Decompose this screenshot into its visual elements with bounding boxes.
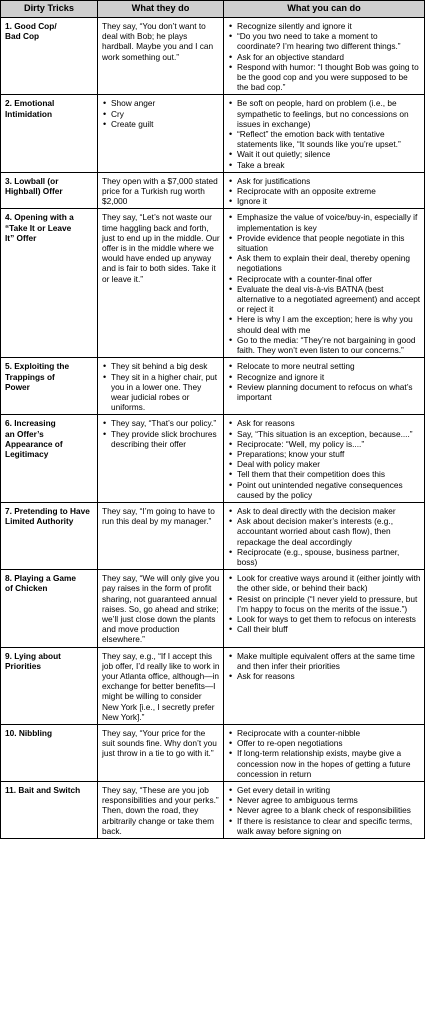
list-item: • Respond with humor: “I thought Bob was going to be the good cop and you were supposed to be the bad cop.” xyxy=(228,62,421,93)
list-item: • Reciprocate (e.g., spouse, business partner, boss) xyxy=(228,547,421,567)
dirty-trick-name: 1. Good Cop/ Bad Cop xyxy=(1,18,98,95)
list-item: • Emphasize the value of voice/buy-in, especially if implementation is key xyxy=(228,212,421,232)
what-they-do-cell: They say, “Let’s not waste our time haggling back and forth, just to end up in the middle. Our offer is in the middle where we would have ended up anyway and is fair to both sides. Take it or leave it.” xyxy=(98,209,224,358)
list-item: • Create guilt xyxy=(102,119,220,129)
table-row xyxy=(1,358,425,415)
header-dirty-tricks: Dirty Tricks xyxy=(1,1,98,18)
dirty-trick-name: 2. Emotional Intimidation xyxy=(1,95,98,172)
what-they-do-cell: They say, e.g., “If I accept this job offer, I’d really like to work in your Atlanta office, although—in exchange for better benefits—I might be willing to consider New York [i.e., I secretly prefer New York].” xyxy=(98,647,224,724)
what-they-do-cell: They say, “Your price for the suit sounds fine. Why don’t you just throw in a tie to go with it.” xyxy=(98,725,224,782)
list-item: • Ask to deal directly with the decision maker xyxy=(228,506,421,516)
what-you-can-do-list xyxy=(228,98,421,169)
table-row xyxy=(1,725,425,782)
what-they-do-cell: They open with a $7,000 stated price for a Turkish rug worth $2,000 xyxy=(98,172,224,209)
list-item: • Deal with policy maker xyxy=(228,459,421,469)
what-you-can-do-cell xyxy=(224,172,425,209)
list-item: • Recognize silently and ignore it xyxy=(228,21,421,31)
list-item: • They provide slick brochures describing their offer xyxy=(102,429,220,449)
what-you-can-do-list xyxy=(228,21,421,92)
list-item: • Wait it out quietly; silence xyxy=(228,149,421,159)
list-item: • Get every detail in writing xyxy=(228,785,421,795)
table-row xyxy=(1,570,425,647)
what-you-can-do-cell xyxy=(224,502,425,569)
what-you-can-do-cell xyxy=(224,782,425,839)
list-item: • Relocate to more neutral setting xyxy=(228,361,421,371)
list-item: • Ask for an objective standard xyxy=(228,52,421,62)
what-you-can-do-list xyxy=(228,361,421,402)
table-row xyxy=(1,647,425,724)
what-you-can-do-list xyxy=(228,506,421,567)
list-item: • If there is resistance to clear and specific terms, walk away before signing on xyxy=(228,816,421,836)
table-row xyxy=(1,172,425,209)
what-you-can-do-list xyxy=(228,728,421,779)
dirty-trick-name: 8. Playing a Game of Chicken xyxy=(1,570,98,647)
what-they-do-list xyxy=(102,98,220,129)
what-you-can-do-cell xyxy=(224,725,425,782)
dirty-trick-name: 6. Increasing an Offer’s Appearance of Legitimacy xyxy=(1,415,98,503)
list-item: • They sit in a higher chair, put you in a lower one. They wear judicial robes or uniforms. xyxy=(102,372,220,413)
list-item: • Point out unintended negative consequences caused by the policy xyxy=(228,480,421,500)
list-item: • “Do you two need to take a moment to coordinate? I’m hearing two different things.” xyxy=(228,31,421,51)
list-item: • Look for creative ways around it (either jointly with the other side, or behind their back) xyxy=(228,573,421,593)
list-item: • They sit behind a big desk xyxy=(102,361,220,371)
table-row xyxy=(1,415,425,503)
list-item: • Never agree to a blank check of responsibilities xyxy=(228,805,421,815)
list-item: • Call their bluff xyxy=(228,624,421,634)
what-they-do-cell: They say, “These are you job responsibilities and your perks.” Then, down the road, they arbitrarily change or take them back. xyxy=(98,782,224,839)
list-item: • Show anger xyxy=(102,98,220,108)
what-you-can-do-cell xyxy=(224,647,425,724)
list-item: • Cry xyxy=(102,109,220,119)
list-item: • Be soft on people, hard on problem (i.e., be sympathetic to feelings, but no concessions on issues in exchange) xyxy=(228,98,421,129)
what-you-can-do-cell xyxy=(224,358,425,415)
list-item: • Make multiple equivalent offers at the same time and then infer their priorities xyxy=(228,651,421,671)
list-item: • Ask for reasons xyxy=(228,671,421,681)
what-they-do-cell: They say, “You don’t want to deal with Bob; he plays hardball. Maybe you and I can work something out.” xyxy=(98,18,224,95)
what-they-do-cell xyxy=(98,95,224,172)
list-item: • Say, “This situation is an exception, because....” xyxy=(228,429,421,439)
list-item: • Preparations; know your stuff xyxy=(228,449,421,459)
what-you-can-do-cell xyxy=(224,415,425,503)
table-row xyxy=(1,782,425,839)
list-item: • Never agree to ambiguous terms xyxy=(228,795,421,805)
list-item: • Reciprocate with an opposite extreme xyxy=(228,186,421,196)
what-they-do-cell xyxy=(98,358,224,415)
dirty-trick-name: 9. Lying about Priorities xyxy=(1,647,98,724)
list-item: • Go to the media: “They’re not bargaining in good faith. They won’t even listen to our concerns.” xyxy=(228,335,421,355)
list-item: • Here is why I am the exception; here is why you should deal with me xyxy=(228,314,421,334)
table-row xyxy=(1,209,425,358)
what-you-can-do-list xyxy=(228,212,421,355)
list-item: • Tell them that their competition does this xyxy=(228,469,421,479)
header-what-they-do: What they do xyxy=(98,1,224,18)
dirty-trick-name: 7. Pretending to Have Limited Authority xyxy=(1,502,98,569)
list-item: • Look for ways to get them to refocus on interests xyxy=(228,614,421,624)
list-item: • Ask about decision maker’s interests (e.g., accountant worried about cash flow), then repackage the deal accordingly xyxy=(228,516,421,547)
what-you-can-do-list xyxy=(228,651,421,682)
what-they-do-cell xyxy=(98,415,224,503)
table-row xyxy=(1,95,425,172)
list-item: • Reciprocate with a counter-nibble xyxy=(228,728,421,738)
what-you-can-do-list xyxy=(228,573,421,634)
list-item: • If long-term relationship exists, maybe give a concession now in the hopes of getting a future concession in return xyxy=(228,748,421,779)
what-you-can-do-cell xyxy=(224,570,425,647)
dirty-trick-name: 10. Nibbling xyxy=(1,725,98,782)
list-item: • Resist on principle (“I never yield to pressure, but I’m happy to focus on the merits of the issue.”) xyxy=(228,594,421,614)
what-you-can-do-list xyxy=(228,176,421,207)
dirty-trick-name: 11. Bait and Switch xyxy=(1,782,98,839)
list-item: • “Reflect” the emotion back with tentative statements like, “It sounds like you’re upset.” xyxy=(228,129,421,149)
what-you-can-do-cell xyxy=(224,209,425,358)
what-they-do-list xyxy=(102,418,220,449)
list-item: • Ask for justifications xyxy=(228,176,421,186)
list-item: • They say, “That’s our policy.” xyxy=(102,418,220,428)
list-item: • Ask them to explain their deal, thereby opening negotiations xyxy=(228,253,421,273)
what-you-can-do-cell xyxy=(224,18,425,95)
list-item: • Offer to re-open negotiations xyxy=(228,738,421,748)
list-item: • Evaluate the deal vis-à-vis BATNA (best alternative to a negotiated agreement) and accept or reject it xyxy=(228,284,421,315)
what-you-can-do-list xyxy=(228,785,421,836)
dirty-trick-name: 4. Opening with a “Take It or Leave It” Offer xyxy=(1,209,98,358)
list-item: • Ignore it xyxy=(228,196,421,206)
what-you-can-do-cell xyxy=(224,95,425,172)
dirty-trick-name: 5. Exploiting the Trappings of Power xyxy=(1,358,98,415)
what-you-can-do-list xyxy=(228,418,421,500)
list-item: • Provide evidence that people negotiate in this situation xyxy=(228,233,421,253)
list-item: • Take a break xyxy=(228,160,421,170)
table-row xyxy=(1,502,425,569)
list-item: • Recognize and ignore it xyxy=(228,372,421,382)
what-they-do-cell: They say, “I’m going to have to run this deal by my manager.” xyxy=(98,502,224,569)
what-they-do-list xyxy=(102,361,220,412)
table-row xyxy=(1,18,425,95)
dirty-trick-name: 3. Lowball (or Highball) Offer xyxy=(1,172,98,209)
list-item: • Reciprocate: “Well, my policy is....” xyxy=(228,439,421,449)
what-they-do-cell: They say, “We will only give you pay raises in the form of profit sharing, not guaranteed annual raises. So, go ahead and strike; we’ll just close down the plants and move production elsewhere.” xyxy=(98,570,224,647)
list-item: • Ask for reasons xyxy=(228,418,421,428)
list-item: • Review planning document to refocus on what’s important xyxy=(228,382,421,402)
header-what-you-can-do: What you can do xyxy=(224,1,425,18)
header-row xyxy=(1,1,425,18)
list-item: • Reciprocate with a counter-final offer xyxy=(228,274,421,284)
